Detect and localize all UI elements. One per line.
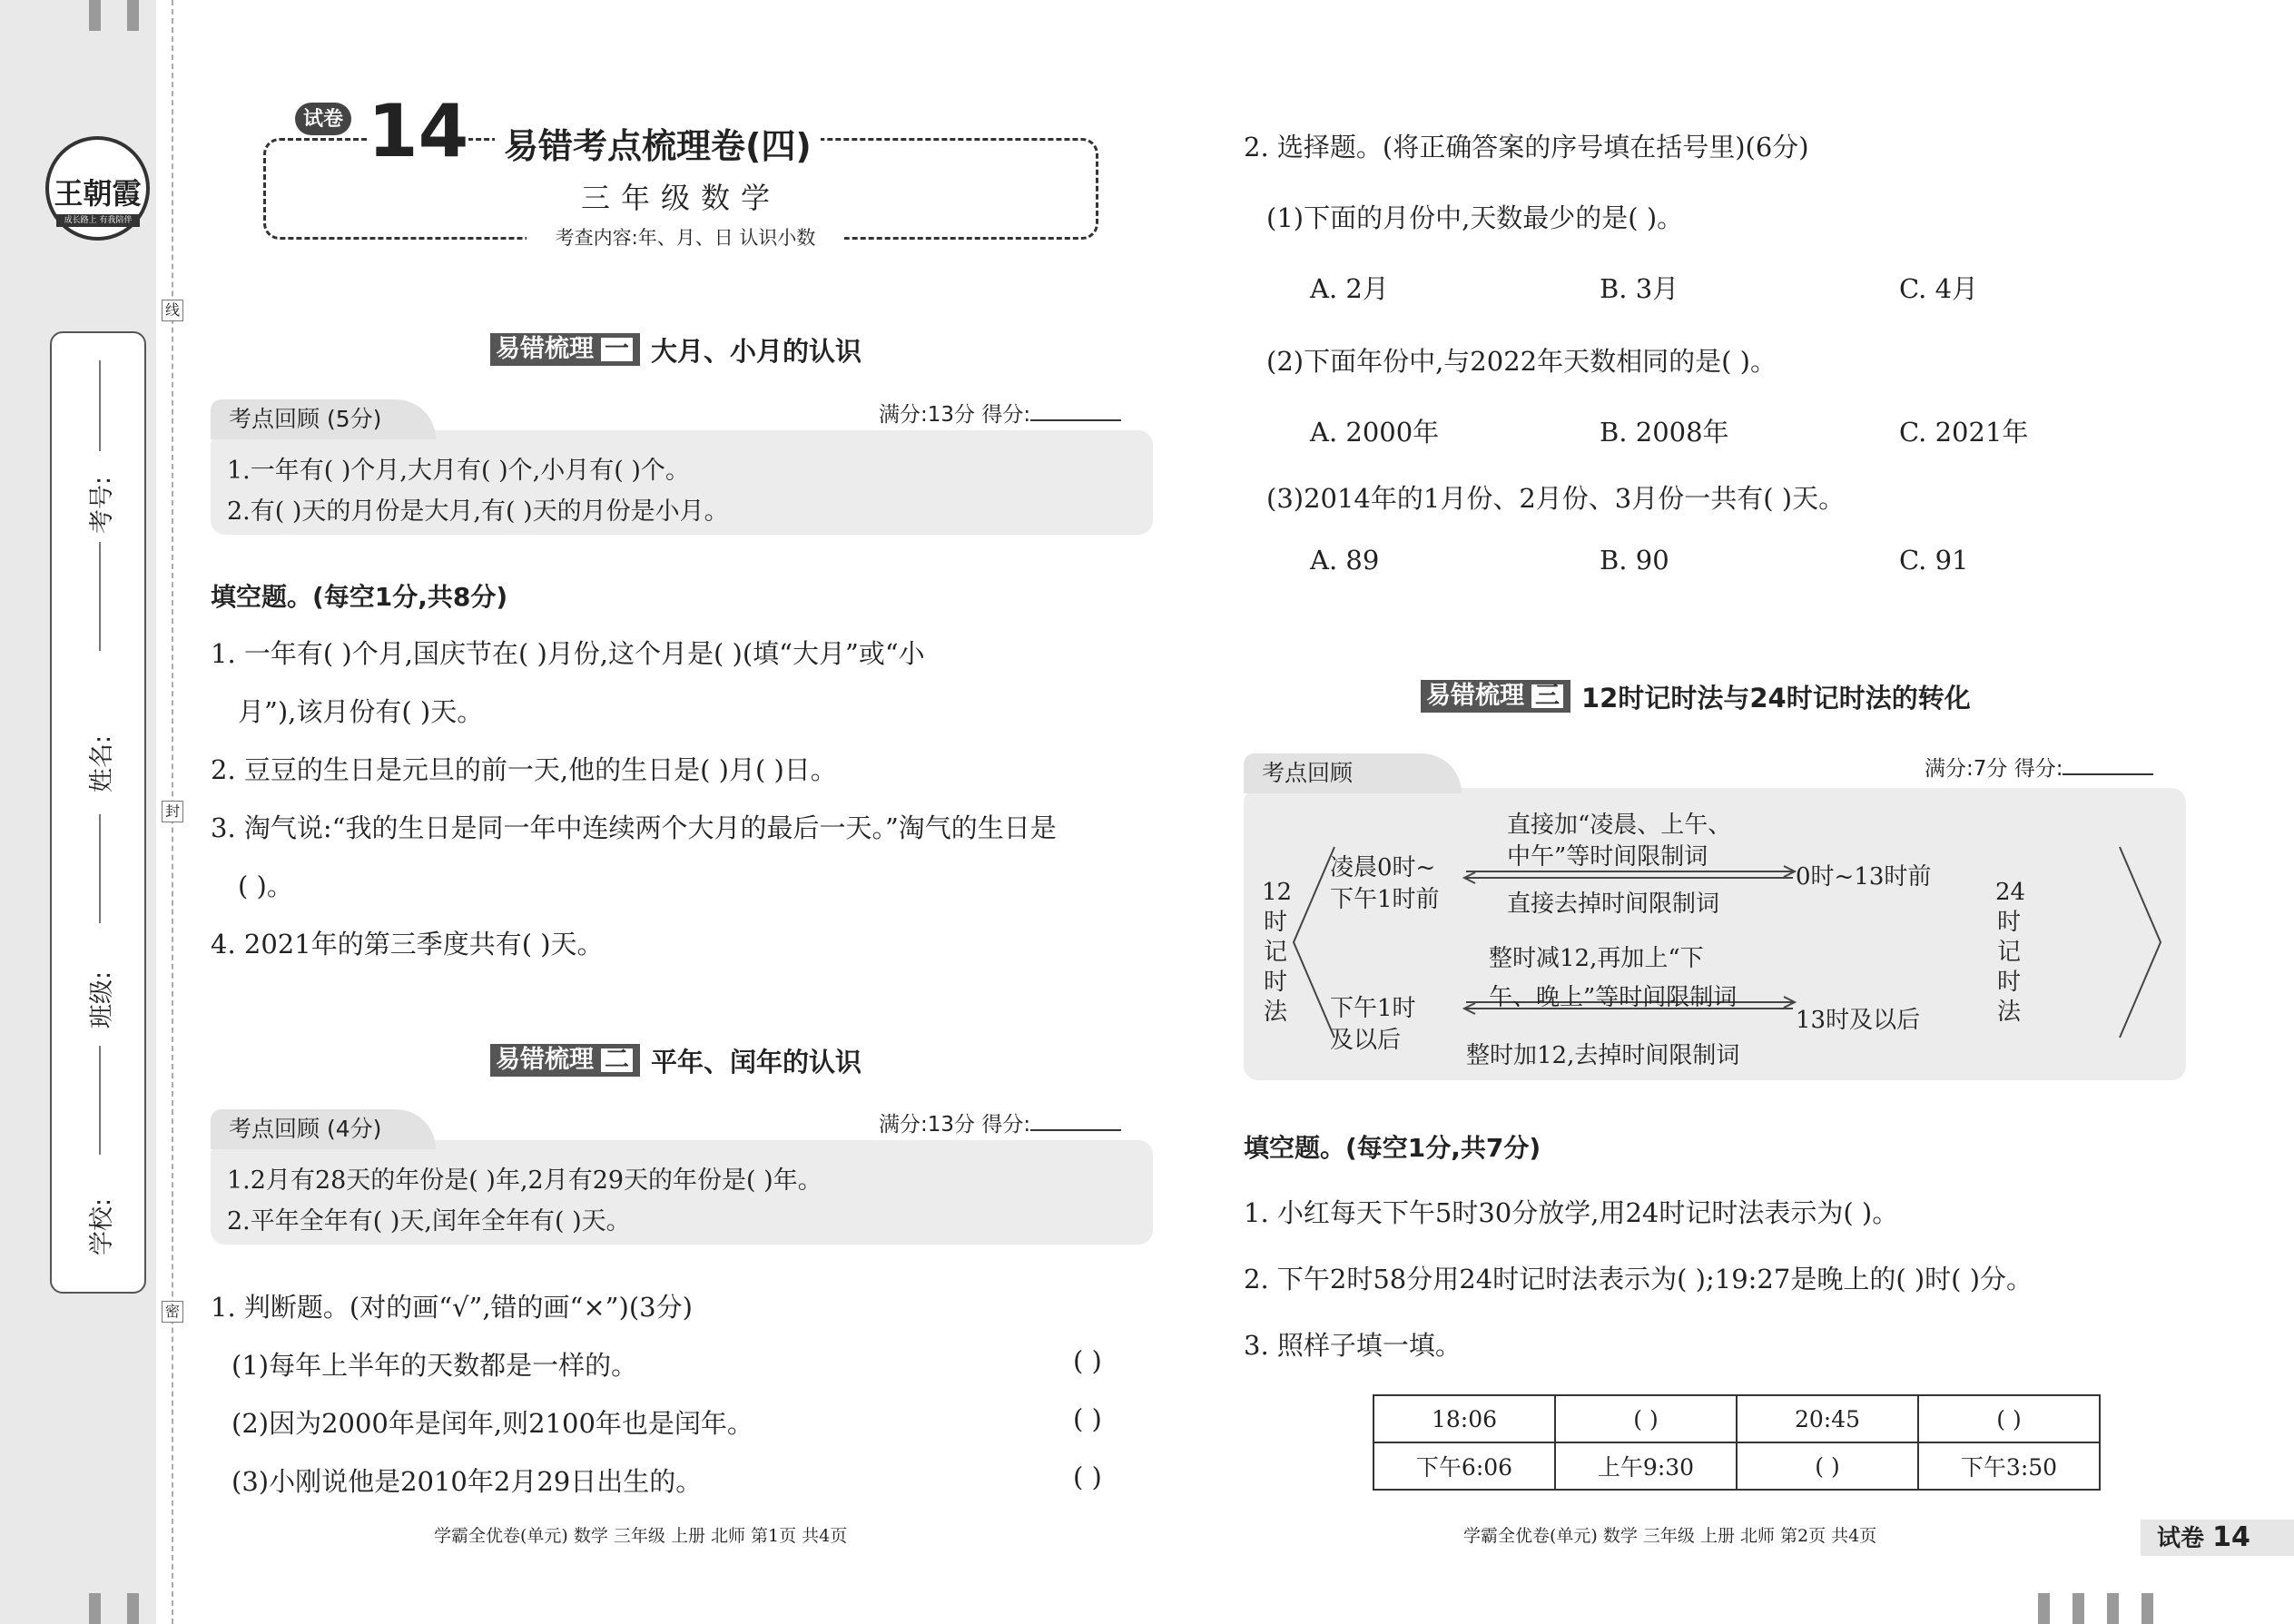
- paper-title: 易错考点梳理卷(四): [495, 118, 821, 168]
- bar-mark: [127, 0, 139, 31]
- section-heading: [490, 331, 861, 368]
- score-line: 满分:7分 得分:: [1925, 752, 2153, 782]
- review-tab: 考点回顾: [1244, 753, 1462, 793]
- table-row: [1373, 1442, 2100, 1490]
- review-tab: 考点回顾 (4分): [211, 1109, 436, 1149]
- field-name: 姓名:: [88, 734, 117, 793]
- question: ( )。: [238, 871, 293, 901]
- cut-label: 密: [162, 1301, 183, 1323]
- question: 1. 小红每天下午5时30分放学,用24时记时法表示为( )。: [1244, 1197, 1899, 1228]
- question: 1. 一年有( )个月,国庆节在( )月份,这个月是( )(填“大月”或“小: [211, 638, 925, 669]
- section-badge: 易错梳理 二: [490, 1044, 640, 1077]
- question: 2. 豆豆的生日是元旦的前一天,他的生日是( )月( )日。: [211, 754, 837, 785]
- option: B. 90: [1600, 545, 1669, 576]
- option: C. 91: [1899, 545, 1969, 576]
- paper-number: 14: [368, 89, 469, 173]
- section-heading: [490, 1042, 861, 1078]
- page-tag-number: 14: [2212, 1521, 2250, 1553]
- table-cell: ( ): [1737, 1442, 1918, 1490]
- diagram-text: 午、晚上”等时间限制词: [1489, 984, 1738, 1011]
- option: C. 2021年: [1899, 417, 2029, 448]
- fill-heading: 填空题。(每空1分,共8分): [211, 582, 508, 612]
- option: A. 89: [1310, 545, 1380, 576]
- student-info-box: [50, 331, 146, 1294]
- table-cell: 下午3:50: [1918, 1442, 2100, 1490]
- left-label: 12时记时法: [1262, 879, 1293, 1026]
- diagram-text: 整时减12,再加上“下: [1489, 945, 1704, 972]
- bar-mark: [2072, 1593, 2084, 1624]
- diagram-text: 中午”等时间限制词: [1507, 843, 1708, 871]
- table-row: [1373, 1395, 2100, 1442]
- question: (3)2014年的1月份、2月份、3月份一共有( )天。: [1266, 483, 1846, 514]
- diagram-text: 直接加“凌晨、上午、: [1507, 812, 1732, 839]
- page-tag: [2141, 1520, 2294, 1556]
- logo-slogan: 成长路上 有我陪伴: [56, 214, 140, 227]
- option: B. 2008年: [1600, 417, 1729, 448]
- diagram-text: 及以后: [1330, 1027, 1402, 1054]
- diagram-text: 整时加12,去掉时间限制词: [1466, 1042, 1740, 1069]
- review-line: 1.一年有( )个月,大月有( )个,小月有( )个。: [227, 457, 690, 485]
- review-line: 2.平年全年有( )天,闰年全年有( )天。: [227, 1207, 631, 1235]
- section-title: 平年、闰年的认识: [651, 1046, 862, 1078]
- field-line: [99, 814, 101, 923]
- bar-mark: [2038, 1593, 2050, 1624]
- diagram-text: 下午1时前: [1330, 886, 1440, 913]
- answer-paren: ( ): [1073, 1462, 1102, 1492]
- question: (1)下面的月份中,天数最少的是( )。: [1266, 202, 1684, 233]
- table-cell: ( ): [1555, 1395, 1737, 1442]
- judge-item: (3)小刚说他是2010年2月29日出生的。: [231, 1466, 703, 1497]
- page-tag-label: 试卷: [2157, 1525, 2205, 1552]
- section-title: 12时记时法与24时记时法的转化: [1581, 682, 1971, 714]
- bar-mark: [89, 1593, 101, 1624]
- table-cell: 18:06: [1373, 1395, 1555, 1442]
- option: B. 3月: [1600, 273, 1679, 304]
- bar-mark: [127, 1593, 139, 1624]
- left-brace: [1294, 847, 1334, 1038]
- question: 2. 选择题。(将正确答案的序号填在括号里)(6分): [1244, 132, 1809, 162]
- bar-mark: [2107, 1593, 2119, 1624]
- option: C. 4月: [1899, 273, 1979, 304]
- field-line: [99, 360, 101, 451]
- answer-paren: ( ): [1073, 1403, 1102, 1434]
- page-footer: 学霸全优卷(单元) 数学 三年级 上册 北师 第1页 共4页: [434, 1526, 848, 1546]
- question: 月”),该月份有( )天。: [238, 696, 484, 727]
- score-line: 满分:13分 得分:: [879, 398, 1121, 428]
- right-brace: [2120, 847, 2161, 1038]
- review-tab: 考点回顾 (5分): [211, 399, 436, 439]
- option: A. 2000年: [1310, 417, 1440, 448]
- question: (2)下面年份中,与2022年天数相同的是( )。: [1266, 346, 1777, 377]
- question: 4. 2021年的第三季度共有( )天。: [211, 929, 604, 960]
- judge-item: (1)每年上半年的天数都是一样的。: [231, 1350, 638, 1381]
- right-label: 24时记时法: [1995, 879, 2026, 1026]
- question: 3. 淘气说:“我的生日是同一年中连续两个大月的最后一天。”淘气的生日是: [211, 812, 1057, 843]
- review-line: 1.2月有28天的年份是( )年,2月有29天的年份是( )年。: [227, 1166, 822, 1195]
- paper-tag: 试卷: [295, 103, 351, 135]
- bar-mark: [89, 0, 101, 31]
- table-cell: 上午9:30: [1555, 1442, 1737, 1490]
- logo-text: 王朝霞: [54, 176, 142, 211]
- field-school: 学校:: [88, 1197, 117, 1256]
- table-cell: ( ): [1918, 1395, 2100, 1442]
- answer-paren: ( ): [1073, 1345, 1102, 1376]
- table-cell: 下午6:06: [1373, 1442, 1555, 1490]
- time-table: [1373, 1394, 2101, 1491]
- diagram-text: 下午1时: [1330, 995, 1416, 1022]
- field-class: 班级:: [88, 970, 117, 1029]
- question: 1. 判断题。(对的画“√”,错的画“×”)(3分): [211, 1292, 693, 1323]
- field-line: [99, 1046, 101, 1155]
- score-line: 满分:13分 得分:: [879, 1107, 1121, 1137]
- page-footer: 学霸全优卷(单元) 数学 三年级 上册 北师 第2页 共4页: [1463, 1526, 1877, 1546]
- option: A. 2月: [1310, 273, 1389, 304]
- diagram-text: 凌晨0时~: [1330, 854, 1436, 881]
- section-title: 大月、小月的认识: [651, 335, 862, 367]
- fill-heading: 填空题。(每空1分,共7分): [1244, 1133, 1541, 1163]
- section-heading: [1421, 678, 1971, 714]
- section-badge: 易错梳理 一: [490, 333, 640, 366]
- diagram-text: 直接去掉时间限制词: [1507, 891, 1720, 918]
- table-cell: 20:45: [1737, 1395, 1918, 1442]
- bar-mark: [2141, 1593, 2153, 1624]
- review-line: 2.有( )天的月份是大月,有( )天的月份是小月。: [227, 497, 729, 526]
- judge-item: (2)因为2000年是闰年,则2100年也是闰年。: [231, 1408, 753, 1439]
- diagram-text: 13时及以后: [1796, 1007, 1921, 1034]
- diagram-text: 0时~13时前: [1796, 863, 1932, 891]
- paper-grade: 三年级数学: [580, 181, 781, 215]
- question: 2. 下午2时58分用24时记时法表示为( );19:27是晚上的( )时( )分。: [1244, 1264, 2033, 1294]
- question: 3. 照样子填一填。: [1244, 1330, 1462, 1361]
- cut-label: 封: [162, 801, 183, 822]
- section-badge: 易错梳理 三: [1421, 680, 1570, 713]
- cut-label: 线: [162, 300, 183, 321]
- publisher-logo: [45, 136, 150, 241]
- field-line: [99, 542, 101, 651]
- paper-scope: 考查内容:年、月、日 认识小数: [527, 223, 844, 251]
- field-exam-no: 考号:: [88, 476, 117, 535]
